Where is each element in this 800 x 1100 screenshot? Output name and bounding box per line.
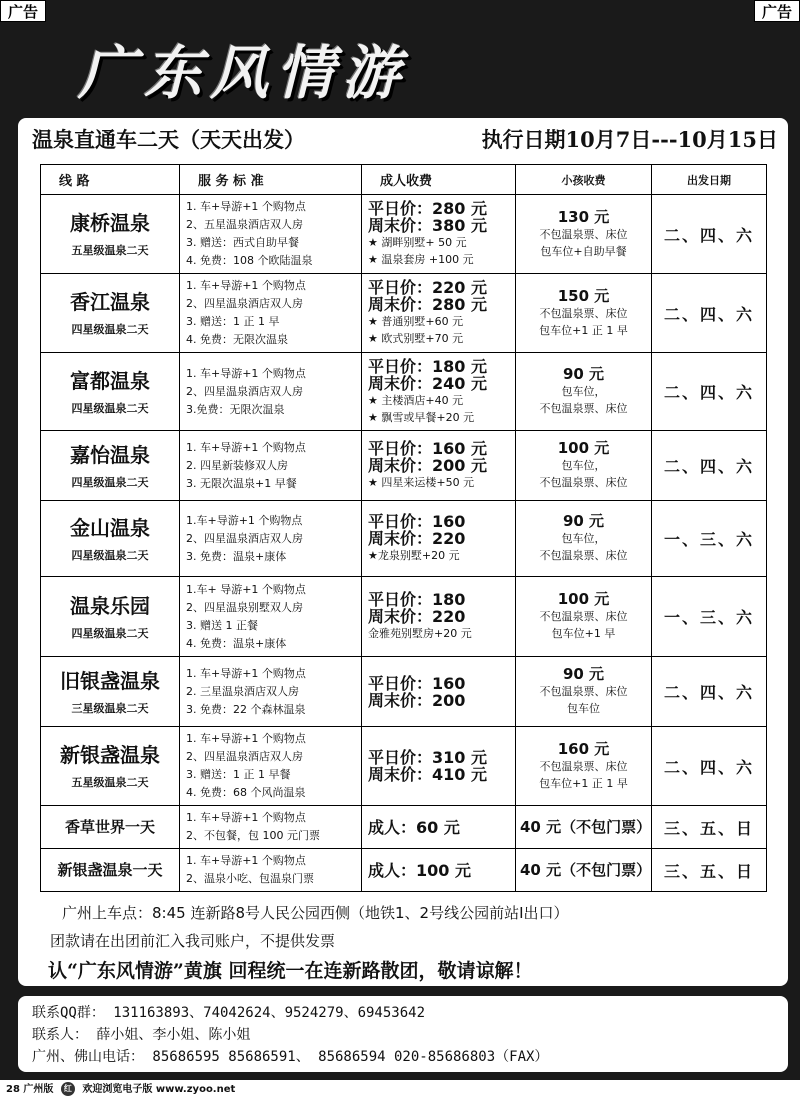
adult-price-cell [362,727,516,806]
price-item: ★ 主楼酒店+40 元 [368,393,464,407]
banner-title: 广东风情游 [78,39,409,107]
service-item: 3.免费：无限次温泉 [186,402,285,416]
headline-title: 温泉直通车二天（天天出发） [32,127,305,152]
service-cell [180,353,362,431]
header-adult-price: 成人收费 [362,165,516,195]
route-name-cell [41,577,180,657]
child-price-item: 160 元 [557,739,610,758]
price-item: 周末价：200 元 [368,456,487,475]
table-row [41,657,767,727]
service-item: 3. 赠送 1 正餐 [186,618,258,632]
service-item: 3. 赠送：1 正 1 早餐 [186,768,291,781]
price-item: ★ 湖畔别墅+ 50 元 [368,236,467,249]
child-price-item: 不包温泉票、床位 [539,759,628,773]
service-item: 1. 车+导游+1 个购物点 [186,200,306,213]
child-price-cell [516,274,652,353]
header-service: 服 务 标 准 [180,165,362,195]
departure-days: 二、四、六 [652,727,767,806]
child-price-item: 包车位+1 早 [551,627,616,640]
adult-price-cell [362,806,516,849]
price-item: 平日价：280 元 [368,199,487,218]
departure-days: 二、四、六 [652,353,767,431]
price-item: ★ 欧式别墅+70 元 [368,332,464,345]
price-item: 平日价：180 [368,590,466,609]
service-item: 1. 车+导游+1 个购物点 [186,732,306,745]
route-name: 温泉乐园 [70,593,150,618]
service-cell [180,577,362,657]
header-child-price: 小孩收费 [516,165,652,195]
service-item: 1. 车+导游+1 个购物点 [186,666,306,680]
child-price-item: 不包温泉票、床位 [539,227,628,241]
service-cell [180,727,362,806]
child-price-item: 40 元（不包门票） [520,860,652,879]
child-price-item: 90 元 [562,512,605,530]
child-price-cell [516,657,652,727]
service-item: 2、四星温泉酒店双人房 [186,750,303,763]
route-grade: 四星级温泉二天 [71,401,149,415]
child-price-cell [516,577,652,657]
price-item: 周末价：220 [368,607,466,626]
service-item: 2. 三星温泉酒店双人房 [186,684,299,698]
route-name-cell [41,353,180,431]
child-price-item: 不包温泉票、床位 [539,402,628,415]
child-price-item: 包车位+1 正 1 早 [539,323,628,337]
route-name: 康桥温泉 [70,211,150,235]
service-cell [180,806,362,849]
adult-price-cell [362,657,516,727]
service-item: 2、四星温泉别墅双人房 [186,600,303,614]
child-price-item: 不包温泉票、床位 [539,549,628,562]
table-row [41,431,767,501]
price-item: ★ 温泉套房 +100 元 [368,253,474,266]
child-price-item: 90 元 [562,365,605,383]
route-grade: 四星级温泉二天 [71,323,149,336]
service-item: 3. 免费：温泉+康体 [186,549,287,563]
price-item: ★ 普通别墅+60 元 [368,315,464,328]
adult-price-cell [362,274,516,353]
footer-website: 欢迎浏览电子版 www.zyoo.net [82,1084,236,1095]
service-cell [180,501,362,577]
route-grade: 五星级温泉二天 [71,776,149,789]
child-price-item: 130 元 [557,207,610,226]
child-price-item: 包车位+自助早餐 [540,244,627,258]
route-name-cell [41,431,180,501]
child-price-item: 包车位， [561,532,606,545]
header-departure: 出发日期 [652,165,767,195]
service-item: 4. 免费：68 个风尚温泉 [186,786,306,799]
table-row [41,501,767,577]
price-item: ★龙泉别墅+20 元 [368,549,460,562]
table-row [41,849,767,892]
adult-price-cell [362,501,516,577]
child-price-item: 包车位， [561,385,606,398]
adult-price-cell [362,849,516,892]
price-item: ★ 飘雪或早餐+20 元 [368,410,475,424]
child-price-item: 90 元 [562,665,605,683]
child-price-item: 包车位， [561,459,606,472]
service-item: 1. 车+导游+1 个购物点 [186,279,306,292]
service-item: 2、四星温泉酒店双人房 [186,384,303,398]
departure-days: 二、四、六 [652,274,767,353]
service-cell [180,431,362,501]
contact-box [18,996,788,1072]
ad-label-right: 广告 [754,0,800,22]
footer [0,1080,800,1100]
service-item: 1. 车+导游+1 个购物点 [186,366,306,380]
child-price-item: 包车位+1 正 1 早 [539,776,628,790]
route-name-cell [41,849,180,892]
price-item: 平日价：160 [368,512,466,531]
child-price-item: 100 元 [557,439,610,457]
price-item: ★ 四星来运楼+50 元 [368,476,475,489]
route-name-cell [41,727,180,806]
child-price-item: 150 元 [557,286,610,305]
price-item: 成人：60 元 [368,817,460,837]
headline [32,124,778,160]
contact-qq: 联系QQ群： 131163893、74042624、9524279、69453642 [32,1005,426,1021]
departure-days: 二、四、六 [652,195,767,274]
pickup-point: 广州上车点：8:45 连新路8号人民公园西侧（地铁1、2号线公园前站I出口） [62,904,569,922]
price-item: 平日价：160 元 [368,439,487,458]
child-price-cell [516,353,652,431]
service-cell [180,849,362,892]
child-price-cell [516,195,652,274]
service-item: 2、温泉小吃、包温泉门票 [186,872,314,885]
route-name-cell [41,501,180,577]
ad-label-left: 广告 [0,0,46,22]
service-item: 4. 免费：108 个欧陆温泉 [186,254,313,267]
service-item: 3. 免费：22 个森林温泉 [186,702,306,716]
route-name: 新银盏温泉 [60,743,160,767]
route-grade: 三星级温泉二天 [71,701,149,715]
headline-dates: 执行日期10月7日---10月15日 [481,127,778,152]
adult-price-cell [362,431,516,501]
service-cell [180,274,362,353]
page-number: 28 [6,1084,20,1095]
service-item: 2、四星温泉酒店双人房 [186,531,303,545]
service-item: 3. 赠送：西式自助早餐 [186,236,299,249]
service-cell [180,657,362,727]
price-item: 周末价：200 [368,690,466,710]
adult-price-cell [362,353,516,431]
departure-days: 三、五、日 [652,849,767,892]
service-item: 1.车+ 导游+1 个购物点 [186,582,306,596]
route-grade: 四星级温泉二天 [71,548,149,562]
route-name: 富都温泉 [70,368,150,393]
service-item: 1. 车+导游+1 个购物点 [186,811,306,824]
table-row [41,577,767,657]
route-grade: 四星级温泉二天 [71,475,149,489]
notice-banner: 认“广东风情游”黄旗 回程统一在连新路散团，敬请谅解！ [48,960,533,982]
child-price-item: 不包温泉票、床位 [539,476,628,489]
child-price-item: 100 元 [557,590,610,608]
service-item: 4. 免费：无限次温泉 [186,333,288,346]
service-item: 2、不包餐，包 100 元门票 [186,829,320,842]
table-header-row [41,165,767,195]
price-item: 周末价：380 元 [368,216,487,235]
route-name-cell [41,657,180,727]
header-route: 线 路 [41,165,180,195]
service-item: 3. 赠送：1 正 1 早 [186,315,280,328]
edition-label: 广州版 [23,1084,54,1095]
table-row [41,727,767,806]
table-row [41,353,767,431]
route-name-cell [41,195,180,274]
route-name: 金山温泉 [70,515,150,540]
route-name-cell [41,806,180,849]
service-item: 1.车+导游+1 个购物点 [186,513,303,527]
route-name: 嘉怡温泉 [70,442,150,467]
price-item: 平日价：220 元 [368,278,487,297]
child-price-item: 不包温泉票、床位 [539,685,628,698]
price-item: 金雅苑别墅房+20 元 [368,627,472,640]
child-price-cell [516,849,652,892]
price-item: 周末价：410 元 [368,765,487,784]
departure-days: 二、四、六 [652,431,767,501]
service-item: 1. 车+导游+1 个购物点 [186,854,306,867]
child-price-cell [516,806,652,849]
service-item: 2、四星温泉酒店双人房 [186,297,303,310]
route-name: 新银盏温泉一天 [57,861,163,879]
service-item: 2、五星温泉酒店双人房 [186,218,303,231]
main-panel [18,118,788,986]
table-row [41,195,767,274]
contact-person: 联系人： 薛小姐、李小姐、陈小姐 [32,1027,251,1043]
price-item: 成人：100 元 [368,860,471,880]
price-item: 周末价：280 元 [368,295,487,314]
service-item: 3. 无限次温泉+1 早餐 [186,476,297,490]
service-item: 2. 四星新装修双人房 [186,458,288,472]
payment-note: 团款请在出团前汇入我司账户，不提供发票 [50,932,336,950]
price-item: 周末价：220 [368,529,466,548]
child-price-item: 不包温泉票、床位 [539,610,628,623]
child-price-item: 不包温泉票、床位 [539,306,628,320]
child-price-item: 40 元（不包门票） [520,817,652,836]
price-item: 周末价：240 元 [368,373,487,393]
departure-days: 一、三、六 [652,577,767,657]
departure-days: 二、四、六 [652,657,767,727]
route-name: 香草世界一天 [64,818,155,836]
adult-price-cell [362,195,516,274]
contact-phone: 广州、佛山电话： 85686595 85686591、 85686594 020-85686803（FAX） [32,1049,549,1065]
brand-logo-icon: 红 [61,1082,75,1096]
service-cell [180,195,362,274]
table-row [41,806,767,849]
route-grade: 五星级温泉二天 [71,244,149,257]
route-name-cell [41,274,180,353]
adult-price-cell [362,577,516,657]
child-price-cell [516,431,652,501]
service-item: 1. 车+导游+1 个购物点 [186,440,306,454]
service-item: 4. 免费：温泉+康体 [186,636,287,650]
route-name: 旧银盏温泉 [60,668,160,693]
departure-days: 一、三、六 [652,501,767,577]
child-price-cell [516,727,652,806]
price-item: 平日价：160 [368,673,466,693]
route-grade: 四星级温泉二天 [71,626,149,640]
table-row [41,274,767,353]
price-item: 平日价：310 元 [368,748,487,767]
departure-days: 三、五、日 [652,806,767,849]
price-item: 平日价：180 元 [368,356,487,376]
child-price-cell [516,501,652,577]
child-price-item: 包车位 [567,702,600,715]
routes-table [40,164,767,892]
route-name: 香江温泉 [70,290,150,314]
